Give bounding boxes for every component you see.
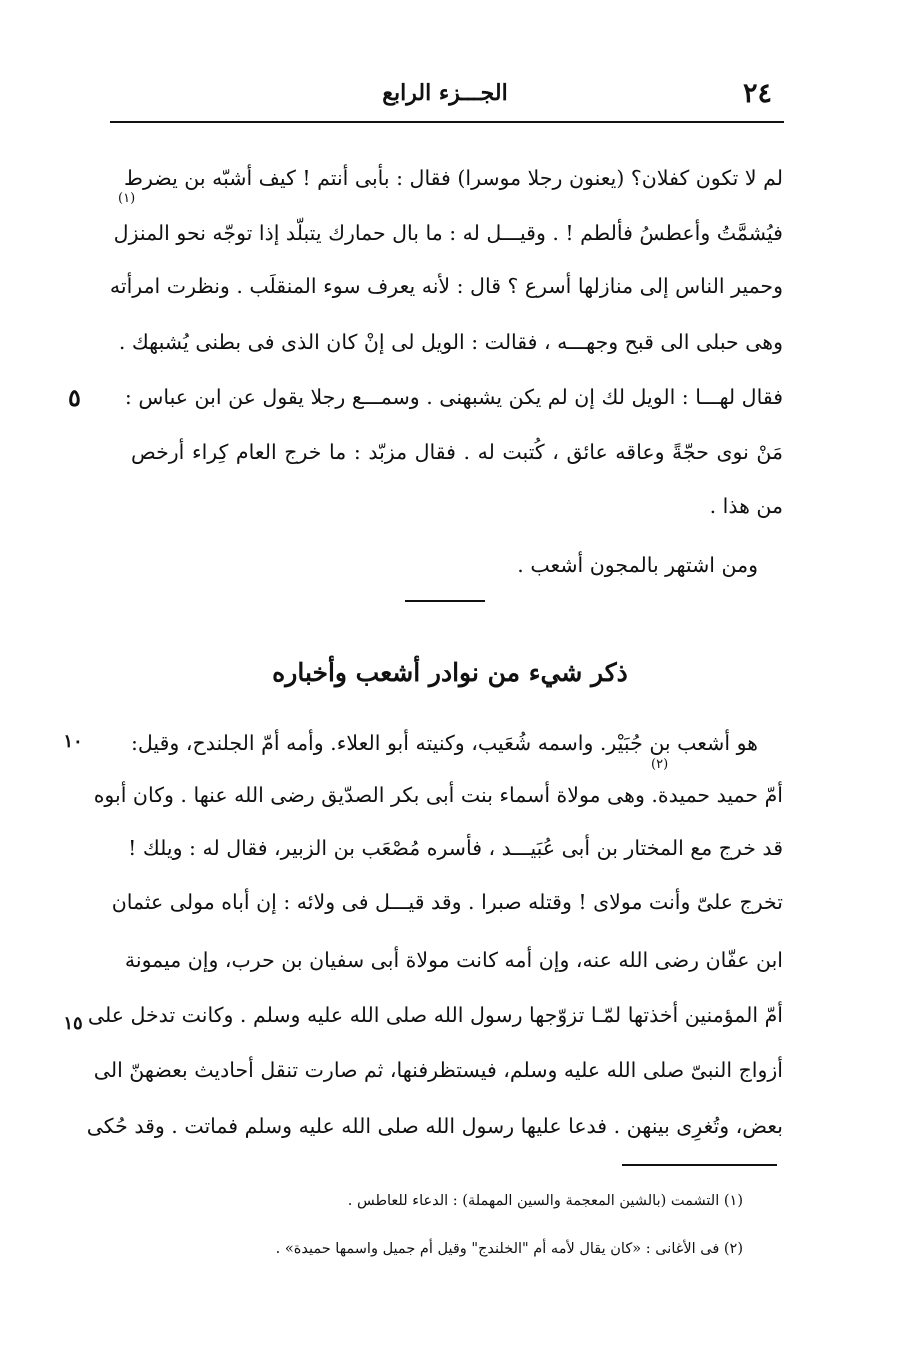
margin-line-number: ٥ [68, 383, 81, 412]
page-number: ٢٤ [742, 78, 772, 109]
body-line: وهى حبلى الى قبح وجهـــه ، فقالت : الويل لى إنْ كان الذى فى بطنى يُشبهك . [118, 330, 783, 354]
section-line: هو أشعب بن جُبَيْر. واسمه شُعَيب، وكنيته أبو العلاء. وأمه أمّ الجلندح، وقيل: [131, 731, 758, 755]
section-line: تخرج علىّ وأنت مولاى ! وقتله صبرا . وقد قيـــل فى ولائه : إن أباه مولى عثمان [111, 890, 783, 914]
body-line: من هذا . [709, 494, 783, 518]
body-line: وحمير الناس إلى منازلها أسرع ؟ قال : لأنه يعرف سوء المنقلَب . ونظرت امرأته [109, 274, 783, 298]
page-header [110, 76, 780, 116]
footnote: (٢) فى الأغانى : «كان يقال لأمه أم "الخلندج" وقيل أم جميل واسمها حميدة» . [275, 1241, 743, 1257]
section-divider [405, 600, 485, 602]
body-line: فيُشمَّتُ وأعطسُ فألطم ! . وقيـــل له : ما بال حمارك يتبلّد إذا توجّه نحو المنزل [113, 221, 783, 245]
footnote: (١) التشمت (بالشين المعجمة والسين المهملة) : الدعاء للعاطس . [347, 1193, 743, 1209]
section-line: ابن عفّان رضى الله عنه، وإن أمه كانت مولاة أبى سفيان بن حرب، وإن ميمونة [124, 948, 783, 972]
footnote-rule [622, 1164, 777, 1166]
section-line: بعض، وتُغرِى بينهن . فدعا عليها رسول الله صلى الله عليه وسلم فماتت . وقد حُكى [86, 1114, 783, 1138]
section-line: أمّ المؤمنين أخذتها لمّـا تزوّجها رسول الله صلى الله عليه وسلم . وكانت تدخل على [87, 1003, 783, 1027]
section-line: قد خرج مع المختار بن أبى عُبَيـــد ، فأسره مُصْعَب بن الزبير، فقال له : ويلك ! [128, 836, 783, 860]
footnote-ref: (١) [118, 191, 136, 206]
section-line: أمّ حميد حميدة. وهى مولاة أسماء بنت أبى بكر الصدّيق رضى الله عنها . وكان أبوه [93, 783, 783, 807]
section-line: أزواج النبىّ صلى الله عليه وسلم، فيستظرفنها، ثم صارت تنقل أحاديث بعضهنّ الى [93, 1058, 783, 1082]
margin-line-number: ١٠ [63, 731, 83, 752]
body-line: ومن اشتهر بالمجون أشعب . [517, 553, 758, 577]
margin-line-number: ١٥ [63, 1013, 83, 1034]
running-head: الجـــزء الرابع [382, 80, 508, 106]
header-rule [110, 121, 784, 123]
body-line: لم لا تكون كفلان؟ (يعنون رجلا موسرا) فقال : بأبى أنتم ! كيف أشبّه بن يضرط [124, 166, 783, 190]
section-title: ذكر شيء من نوادر أشعب وأخباره [272, 658, 628, 687]
body-line: فقال لهـــا : الويل لك إن لم يكن يشبهنى . وسمـــع رجلا يقول عن ابن عباس : [124, 385, 783, 409]
body-line: مَنْ نوى حجّةً وعاقه عائق ، كُتبت له . فقال مزبّد : ما خرج العام كِراء أرخص [131, 440, 783, 464]
footnote-ref: (٢) [651, 757, 669, 772]
